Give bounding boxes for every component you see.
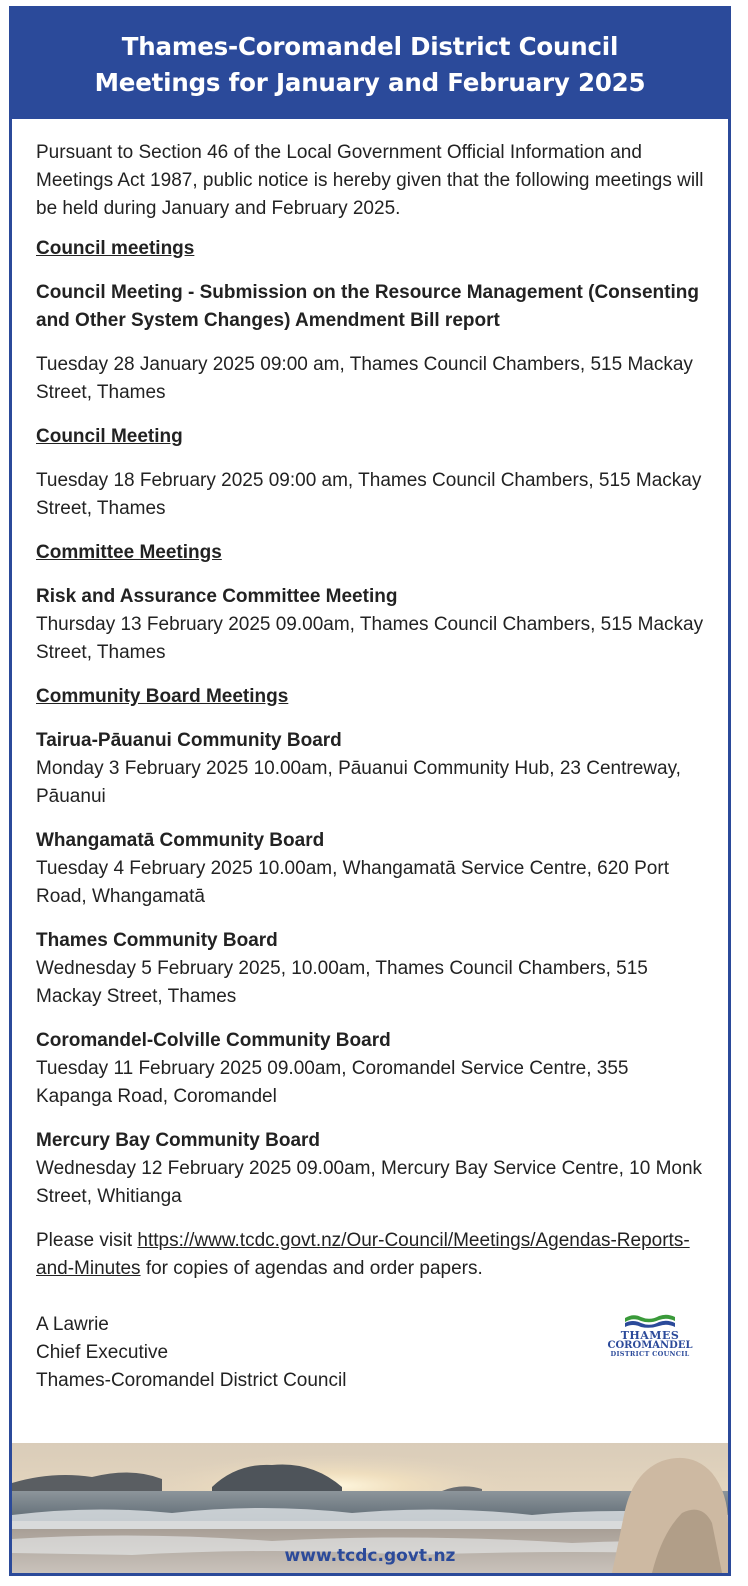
board-title: Coromandel-Colville Community Board	[36, 1030, 391, 1051]
header-subtitle: Meetings for January and February 2025	[94, 68, 646, 97]
logo-text-line2: COROMANDEL	[607, 1340, 693, 1351]
board-details: Tuesday 11 February 2025 09.00am, Coromandel Service Centre, 355 Kapanga Road, Coromandel	[36, 1058, 629, 1107]
signatory-org: Thames-Coromandel District Council	[36, 1370, 347, 1391]
notice-header	[12, 9, 728, 119]
board-title: Mercury Bay Community Board	[36, 1130, 321, 1151]
board-details: Wednesday 5 February 2025, 10.00am, Thames Council Chambers, 515 Mackay Street, Thames	[36, 958, 648, 1007]
header-title: Thames-Coromandel District Council	[121, 32, 619, 61]
community-board-heading: Community Board Meetings	[36, 686, 289, 707]
council-meeting-1-details: Tuesday 28 January 2025 09:00 am, Thames Council Chambers, 515 Mackay Street, Thames	[36, 354, 693, 403]
council-meetings-heading: Council meetings	[36, 238, 195, 259]
board-details: Wednesday 12 February 2025 09.00am, Mercury Bay Service Centre, 10 Monk Street, Whitianga	[36, 1158, 703, 1207]
board-title: Tairua-Pāuanui Community Board	[36, 730, 342, 751]
visit-prefix: Please visit	[36, 1230, 138, 1251]
notice-body	[12, 119, 728, 1395]
signatory-role: Chief Executive	[36, 1342, 169, 1363]
council-meeting-2-details: Tuesday 18 February 2025 09:00 am, Thames Council Chambers, 515 Mackay Street, Thames	[36, 470, 702, 519]
logo-text-line3: DISTRICT COUNCIL	[610, 1350, 690, 1358]
council-logo	[602, 1313, 698, 1371]
signatory-name: A Lawrie	[36, 1314, 109, 1335]
visit-paragraph	[36, 1227, 704, 1283]
board-details: Monday 3 February 2025 10.00am, Pāuanui Community Hub, 23 Centreway, Pāuanui	[36, 758, 681, 807]
committee-meeting-title: Risk and Assurance Committee Meeting	[36, 586, 398, 607]
intro-paragraph: Pursuant to Section 46 of the Local Government Official Information and Meetings Act 1987, public notice is hereby given that the following meetings will be held during January and February 2025.	[36, 142, 704, 219]
signature-block	[36, 1311, 704, 1395]
committee-meeting-details: Thursday 13 February 2025 09.00am, Thames Council Chambers, 515 Mackay Street, Thames	[36, 614, 704, 663]
notice-frame	[9, 6, 731, 1576]
logo-text-line1: THAMES	[620, 1329, 680, 1342]
board-details: Tuesday 4 February 2025 10.00am, Whangamatā Service Centre, 620 Port Road, Whangamatā	[36, 858, 669, 907]
logo-wave-icon	[621, 1313, 679, 1329]
visit-suffix: for copies of agendas and order papers.	[140, 1258, 483, 1279]
footer-banner	[12, 1443, 728, 1573]
board-title: Whangamatā Community Board	[36, 830, 325, 851]
committee-meetings-heading: Committee Meetings	[36, 542, 222, 563]
council-meeting-heading: Council Meeting	[36, 426, 183, 447]
meetings-link[interactable]: https://www.tcdc.govt.nz/Our-Council/Meetings/Agendas-Reports-and-Minutes	[36, 1230, 690, 1279]
board-title: Thames Community Board	[36, 930, 278, 951]
council-meeting-1-title: Council Meeting - Submission on the Resource Management (Consenting and Other System Changes) Amendment Bill report	[36, 282, 699, 331]
footer-url[interactable]: www.tcdc.govt.nz	[284, 1546, 456, 1566]
